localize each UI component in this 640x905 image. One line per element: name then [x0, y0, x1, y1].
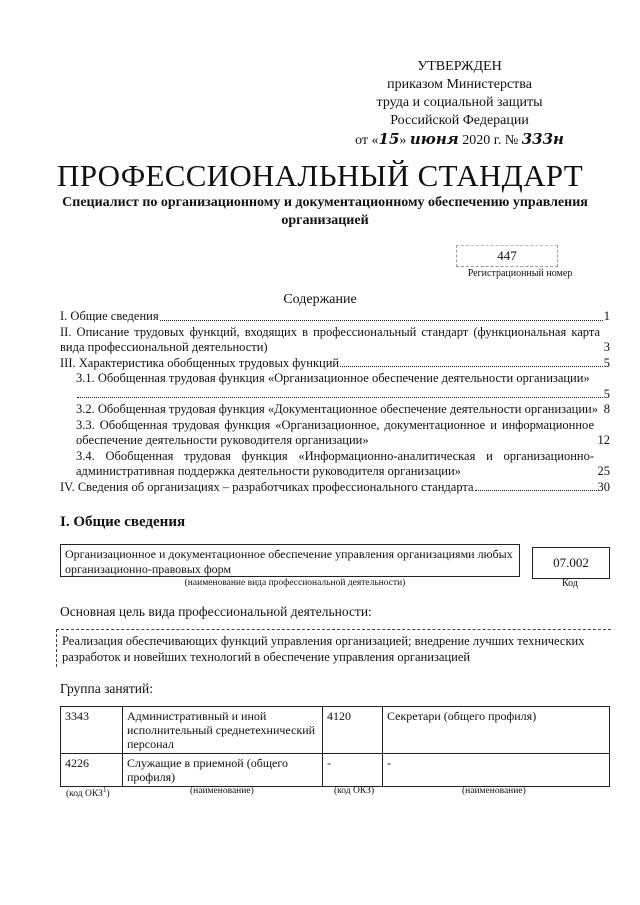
leader-dots — [77, 397, 603, 398]
section-heading: I. Общие сведения — [60, 514, 186, 530]
goal-heading: Основная цель вида профессиональной деятельности: — [60, 604, 372, 619]
toc-item[interactable]: 3.3. Обобщенная трудовая функция «Организационное, документационное и информационное обеспечение деятельности руководителя организации» 12 — [76, 417, 610, 447]
occupation-name-cell: Административный и иной исполнительный среднетехнический персонал — [123, 707, 323, 754]
toc-page: 12 — [597, 433, 610, 447]
toc-item[interactable]: III. Характеристика обобщенных трудовых функций 5 — [60, 355, 610, 370]
approval-line: приказом Министерства — [387, 77, 532, 92]
handwritten-month: июня — [409, 130, 459, 148]
toc-heading: Содержание — [283, 292, 357, 307]
activity-name-box: Организационное и документационное обеспечение управления организациями любых организационно-правовых форм — [60, 544, 520, 577]
goal-box: Реализация обеспечивающих функций управления организацией; внедрение лучших технических разработок и новейших технологий в обеспечение управления организацией — [56, 629, 611, 667]
occupation-group-table — [60, 706, 610, 787]
okz-code-cell: 4226 — [61, 754, 123, 787]
toc-page: 3 — [603, 340, 610, 354]
okz-code-cell: 3343 — [61, 707, 123, 754]
leader-dots — [475, 490, 597, 491]
leader-dots — [340, 366, 603, 367]
approval-block — [355, 58, 564, 150]
toc-item[interactable]: IV. Сведения об организациях – разработчиках профессионального стандарта 30 — [60, 479, 610, 494]
occupation-name-cell: Секретари (общего профиля) — [383, 707, 610, 754]
activity-caption: (наименование вида профессиональной деятельности) — [184, 578, 406, 588]
approval-line: труда и социальной защиты — [376, 95, 543, 110]
toc-item[interactable]: II. Описание трудовых функций, входящих в профессиональный стандарт (функциональная карта вида профессиональной деятельности) 3 — [60, 324, 610, 354]
code-caption: Код — [562, 578, 578, 589]
activity-code-box: 07.002 — [532, 547, 610, 579]
approval-title: УТВЕРЖДЕН — [417, 59, 502, 74]
okz-code-caption: (код ОКЗ) — [334, 786, 375, 796]
registration-label: Регистрационный номер — [467, 268, 573, 279]
handwritten-day: 15 — [378, 130, 400, 148]
table-row — [61, 707, 610, 754]
toc-page: 5 — [603, 355, 610, 370]
toc-page: 30 — [597, 479, 610, 494]
toc-item[interactable]: I. Общие сведения 1 — [60, 309, 610, 323]
handwritten-order-number: 333н — [521, 130, 564, 148]
group-heading: Группа занятий: — [60, 681, 153, 696]
name-caption: (наименование) — [190, 786, 254, 796]
okz-code-caption: (код ОКЗ$^1$) — [66, 786, 110, 800]
registration-number: 447 — [456, 245, 558, 267]
table-row — [61, 754, 610, 787]
toc-item[interactable]: 3.2. Обобщенная трудовая функция «Документационное обеспечение деятельности организации» 8 — [76, 402, 610, 416]
page-title: ПРОФЕССИОНАЛЬНЫЙ СТАНДАРТ — [57, 158, 583, 193]
leader-dots — [160, 320, 603, 321]
name-caption: (наименование) — [462, 786, 526, 796]
okz-code-cell: - — [323, 754, 383, 787]
toc-page: 5 — [603, 386, 610, 401]
toc-page: 8 — [603, 402, 610, 416]
approval-line: Российской Федерации — [390, 113, 529, 128]
table-of-contents — [60, 309, 610, 495]
toc-item[interactable]: 3.4. Обобщенная трудовая функция «Информационно-аналитическая и организационно-административная поддержка деятельности руководителя организации» 25 — [76, 448, 610, 478]
toc-page: 1 — [603, 309, 610, 323]
toc-item[interactable]: 3.1. Обобщенная трудовая функция «Организационное обеспечение деятельности организации» 5 — [76, 371, 610, 401]
page-subtitle: Специалист по организационному и документационному обеспечению управления организацией — [62, 195, 588, 228]
occupation-name-cell: - — [383, 754, 610, 787]
occupation-name-cell: Служащие в приемной (общего профиля) — [123, 754, 323, 787]
toc-page: 25 — [597, 464, 610, 478]
okz-code-cell: 4120 — [323, 707, 383, 754]
approval-date: от «15» июня 2020 г. № 333н — [355, 130, 564, 148]
